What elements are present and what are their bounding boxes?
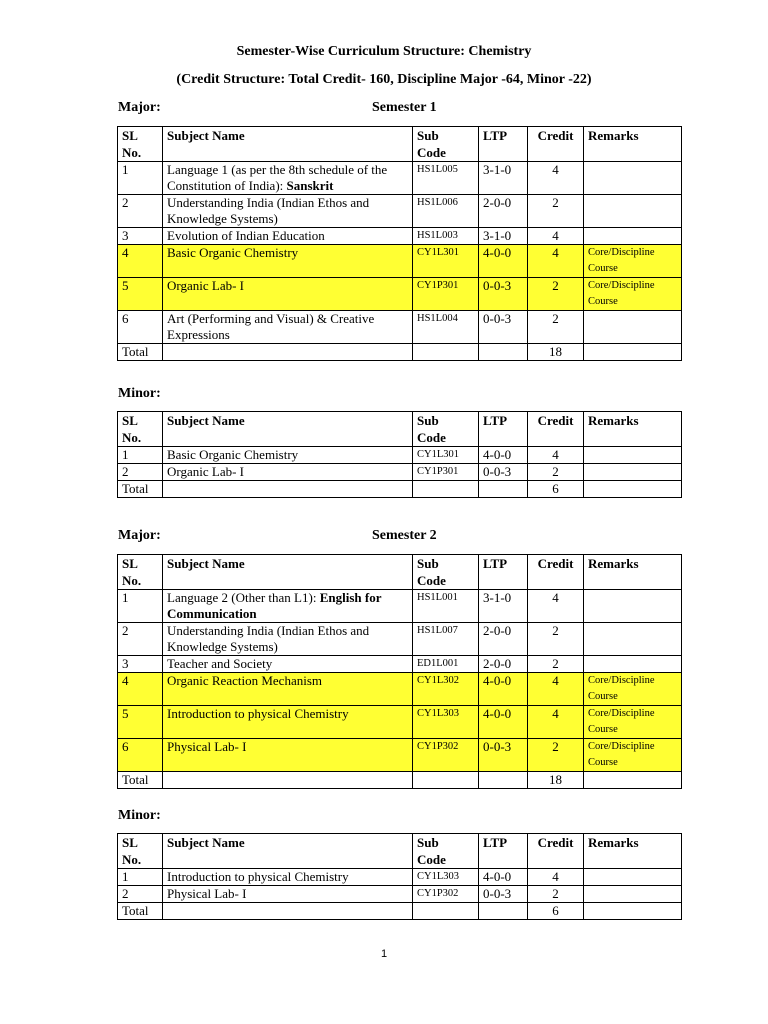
row-remarks xyxy=(584,656,682,673)
table-row xyxy=(118,162,682,195)
header-sl-line: No. xyxy=(122,430,142,445)
header-code xyxy=(413,834,479,869)
table-row xyxy=(118,590,682,623)
header-code-line: Sub xyxy=(417,128,439,143)
row-subject xyxy=(163,464,413,481)
total-row xyxy=(118,903,682,920)
table-row xyxy=(118,245,682,278)
header-code xyxy=(413,412,479,447)
header-ltp: LTP xyxy=(479,834,528,869)
curriculum-table xyxy=(117,411,682,498)
header-sl xyxy=(118,555,163,590)
header-ltp: LTP xyxy=(479,127,528,162)
row-sl: 5 xyxy=(118,706,163,739)
total-empty xyxy=(163,481,413,498)
header-code-line: Code xyxy=(417,145,446,160)
semester-heading: Semester 2 xyxy=(372,528,437,543)
row-subject xyxy=(163,278,413,311)
table-row xyxy=(118,228,682,245)
row-remarks xyxy=(584,869,682,886)
row-code: CY1L301 xyxy=(413,245,479,278)
row-sl: 6 xyxy=(118,739,163,772)
row-subject xyxy=(163,623,413,656)
semester-heading: Semester 1 xyxy=(372,100,437,115)
total-empty xyxy=(479,772,528,789)
subject-text: Basic Organic Chemistry xyxy=(167,245,299,260)
total-credit: 6 xyxy=(528,903,584,920)
row-code: CY1L302 xyxy=(413,673,479,706)
header-subject: Subject Name xyxy=(163,555,413,590)
row-ltp: 3-1-0 xyxy=(479,162,528,195)
total-label: Total xyxy=(118,772,163,789)
total-label: Total xyxy=(118,344,163,361)
row-code: HS1L001 xyxy=(413,590,479,623)
subject-emphasis: English for Communication xyxy=(167,590,382,621)
header-remarks: Remarks xyxy=(584,834,682,869)
row-remarks xyxy=(584,464,682,481)
total-empty xyxy=(413,772,479,789)
header-sl-line: SL xyxy=(122,835,138,850)
total-row xyxy=(118,481,682,498)
row-code: CY1P301 xyxy=(413,278,479,311)
header-code-line: Code xyxy=(417,430,446,445)
header-code-line: Code xyxy=(417,852,446,867)
section-label: Minor: xyxy=(118,808,161,823)
table-row xyxy=(118,656,682,673)
row-credit: 2 xyxy=(528,656,584,673)
header-sl-line: No. xyxy=(122,573,142,588)
row-ltp: 0-0-3 xyxy=(479,886,528,903)
row-sl: 4 xyxy=(118,673,163,706)
curriculum-table xyxy=(117,126,682,361)
section-label: Major: xyxy=(118,528,161,543)
row-remarks xyxy=(584,311,682,344)
row-subject xyxy=(163,447,413,464)
row-sl: 2 xyxy=(118,195,163,228)
row-remarks: Core/Discipline Course xyxy=(584,706,682,739)
total-row xyxy=(118,772,682,789)
header-sl xyxy=(118,412,163,447)
total-empty xyxy=(584,481,682,498)
header-sl-line: No. xyxy=(122,852,142,867)
row-subject xyxy=(163,195,413,228)
row-code: CY1L303 xyxy=(413,869,479,886)
table-row xyxy=(118,278,682,311)
header-code-line: Sub xyxy=(417,413,439,428)
row-code: CY1L303 xyxy=(413,706,479,739)
header-sl xyxy=(118,127,163,162)
row-credit: 4 xyxy=(528,673,584,706)
header-credit: Credit xyxy=(528,555,584,590)
row-credit: 4 xyxy=(528,447,584,464)
curriculum-table xyxy=(117,833,682,920)
header-credit: Credit xyxy=(528,834,584,869)
row-ltp: 4-0-0 xyxy=(479,869,528,886)
header-sl-line: No. xyxy=(122,145,142,160)
row-remarks: Core/Discipline Course xyxy=(584,278,682,311)
table-row xyxy=(118,311,682,344)
total-empty xyxy=(413,481,479,498)
row-ltp: 0-0-3 xyxy=(479,739,528,772)
total-empty xyxy=(163,344,413,361)
row-credit: 4 xyxy=(528,245,584,278)
subject-text: Evolution of Indian Education xyxy=(167,228,325,243)
total-empty xyxy=(163,903,413,920)
total-credit: 18 xyxy=(528,344,584,361)
total-empty xyxy=(584,344,682,361)
row-credit: 2 xyxy=(528,464,584,481)
table-row xyxy=(118,673,682,706)
header-code-line: Sub xyxy=(417,556,439,571)
row-credit: 2 xyxy=(528,278,584,311)
row-subject xyxy=(163,739,413,772)
header-code-line: Sub xyxy=(417,835,439,850)
total-empty xyxy=(584,772,682,789)
table-header-row xyxy=(118,127,682,162)
table-row xyxy=(118,739,682,772)
row-ltp: 2-0-0 xyxy=(479,656,528,673)
subject-text: Organic Lab- I xyxy=(167,464,245,479)
row-credit: 4 xyxy=(528,228,584,245)
row-subject xyxy=(163,706,413,739)
row-remarks xyxy=(584,886,682,903)
table-row xyxy=(118,464,682,481)
row-ltp: 4-0-0 xyxy=(479,245,528,278)
header-credit: Credit xyxy=(528,127,584,162)
total-empty xyxy=(163,772,413,789)
header-code-line: Code xyxy=(417,573,446,588)
table-row xyxy=(118,869,682,886)
table-header-row xyxy=(118,412,682,447)
row-subject xyxy=(163,162,413,195)
page-number: 1 xyxy=(380,948,388,960)
total-empty xyxy=(413,903,479,920)
row-remarks: Core/Discipline Course xyxy=(584,245,682,278)
row-remarks xyxy=(584,590,682,623)
row-ltp: 2-0-0 xyxy=(479,195,528,228)
row-sl: 1 xyxy=(118,162,163,195)
row-sl: 2 xyxy=(118,886,163,903)
row-code: HS1L006 xyxy=(413,195,479,228)
total-empty xyxy=(479,344,528,361)
row-subject xyxy=(163,869,413,886)
row-subject xyxy=(163,590,413,623)
header-ltp: LTP xyxy=(479,412,528,447)
subject-text: Understanding India (Indian Ethos and Knowledge Systems) xyxy=(167,195,370,226)
header-subject: Subject Name xyxy=(163,412,413,447)
row-sl: 2 xyxy=(118,464,163,481)
row-sl: 3 xyxy=(118,656,163,673)
row-credit: 2 xyxy=(528,195,584,228)
row-sl: 6 xyxy=(118,311,163,344)
row-remarks: Core/Discipline Course xyxy=(584,739,682,772)
subject-text: Physical Lab- I xyxy=(167,739,247,754)
subject-text: Organic Lab- I xyxy=(167,278,245,293)
total-row xyxy=(118,344,682,361)
row-code: ED1L001 xyxy=(413,656,479,673)
total-label: Total xyxy=(118,903,163,920)
row-ltp: 4-0-0 xyxy=(479,706,528,739)
row-sl: 1 xyxy=(118,869,163,886)
header-remarks: Remarks xyxy=(584,127,682,162)
header-sl-line: SL xyxy=(122,413,138,428)
table-row xyxy=(118,195,682,228)
document-subtitle: (Credit Structure: Total Credit- 160, Discipline Major -64, Minor -22) xyxy=(176,72,592,87)
row-remarks xyxy=(584,447,682,464)
row-sl: 1 xyxy=(118,447,163,464)
subject-text: Language 2 (Other than L1): xyxy=(167,590,320,605)
header-remarks: Remarks xyxy=(584,555,682,590)
row-sl: 1 xyxy=(118,590,163,623)
row-subject xyxy=(163,311,413,344)
section-label: Major: xyxy=(118,100,161,115)
row-remarks xyxy=(584,195,682,228)
row-code: CY1P301 xyxy=(413,464,479,481)
subject-text: Introduction to physical Chemistry xyxy=(167,869,349,884)
header-code xyxy=(413,127,479,162)
table-header-row xyxy=(118,834,682,869)
row-code: CY1P302 xyxy=(413,739,479,772)
subject-text: Physical Lab- I xyxy=(167,886,247,901)
row-subject xyxy=(163,656,413,673)
row-sl: 3 xyxy=(118,228,163,245)
row-remarks xyxy=(584,623,682,656)
row-credit: 2 xyxy=(528,311,584,344)
header-subject: Subject Name xyxy=(163,834,413,869)
row-code: HS1L007 xyxy=(413,623,479,656)
row-remarks xyxy=(584,162,682,195)
total-empty xyxy=(584,903,682,920)
curriculum-table xyxy=(117,554,682,789)
header-sl-line: SL xyxy=(122,556,138,571)
row-sl: 5 xyxy=(118,278,163,311)
row-ltp: 0-0-3 xyxy=(479,311,528,344)
table-row xyxy=(118,623,682,656)
header-code xyxy=(413,555,479,590)
total-empty xyxy=(479,481,528,498)
subject-emphasis: Sanskrit xyxy=(286,178,334,193)
row-subject xyxy=(163,245,413,278)
row-credit: 2 xyxy=(528,739,584,772)
row-credit: 2 xyxy=(528,623,584,656)
subject-text: Language 1 (as per the 8th schedule of the Constitution of India): xyxy=(167,162,388,193)
section-label: Minor: xyxy=(118,386,161,401)
row-code: HS1L005 xyxy=(413,162,479,195)
row-sl: 4 xyxy=(118,245,163,278)
table-row xyxy=(118,886,682,903)
header-sl-line: SL xyxy=(122,128,138,143)
row-code: HS1L003 xyxy=(413,228,479,245)
row-code: HS1L004 xyxy=(413,311,479,344)
row-ltp: 4-0-0 xyxy=(479,447,528,464)
header-credit: Credit xyxy=(528,412,584,447)
subject-text: Introduction to physical Chemistry xyxy=(167,706,349,721)
row-credit: 2 xyxy=(528,886,584,903)
header-subject: Subject Name xyxy=(163,127,413,162)
total-label: Total xyxy=(118,481,163,498)
row-code: CY1L301 xyxy=(413,447,479,464)
row-subject xyxy=(163,673,413,706)
row-remarks: Core/Discipline Course xyxy=(584,673,682,706)
row-ltp: 3-1-0 xyxy=(479,228,528,245)
row-credit: 4 xyxy=(528,590,584,623)
subject-text: Organic Reaction Mechanism xyxy=(167,673,322,688)
total-credit: 18 xyxy=(528,772,584,789)
subject-text: Basic Organic Chemistry xyxy=(167,447,299,462)
table-row xyxy=(118,706,682,739)
table-row xyxy=(118,447,682,464)
row-subject xyxy=(163,228,413,245)
subject-text: Teacher and Society xyxy=(167,656,273,671)
row-remarks xyxy=(584,228,682,245)
row-subject xyxy=(163,886,413,903)
table-header-row xyxy=(118,555,682,590)
header-ltp: LTP xyxy=(479,555,528,590)
row-credit: 4 xyxy=(528,869,584,886)
row-sl: 2 xyxy=(118,623,163,656)
row-credit: 4 xyxy=(528,162,584,195)
subject-text: Art (Performing and Visual) & Creative Expressions xyxy=(167,311,375,342)
total-empty xyxy=(413,344,479,361)
row-ltp: 3-1-0 xyxy=(479,590,528,623)
document-title: Semester-Wise Curriculum Structure: Chemistry xyxy=(236,44,532,59)
row-ltp: 0-0-3 xyxy=(479,464,528,481)
row-ltp: 2-0-0 xyxy=(479,623,528,656)
row-ltp: 0-0-3 xyxy=(479,278,528,311)
row-ltp: 4-0-0 xyxy=(479,673,528,706)
subject-text: Understanding India (Indian Ethos and Knowledge Systems) xyxy=(167,623,370,654)
total-empty xyxy=(479,903,528,920)
total-credit: 6 xyxy=(528,481,584,498)
header-remarks: Remarks xyxy=(584,412,682,447)
row-credit: 4 xyxy=(528,706,584,739)
header-sl xyxy=(118,834,163,869)
row-code: CY1P302 xyxy=(413,886,479,903)
